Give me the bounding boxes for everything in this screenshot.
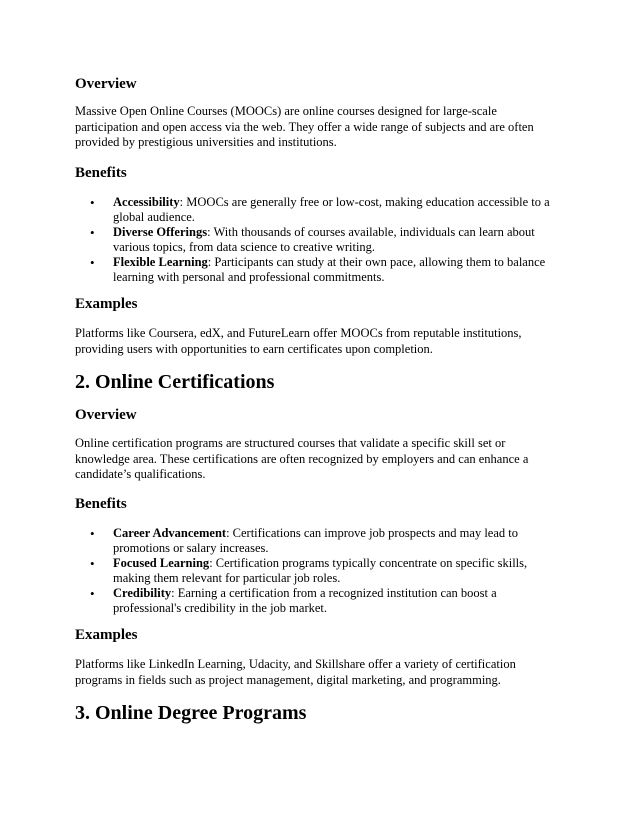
list-item — [75, 255, 555, 285]
cert-examples-text: Platforms like LinkedIn Learning, Udacity, and Skillshare offer a variety of certification programs in fields such as project management, digital marketing, and programming. — [75, 657, 516, 687]
list-item — [75, 526, 555, 556]
list-item — [75, 556, 555, 586]
mooc-overview-heading: Overview — [75, 76, 137, 92]
mooc-examples-heading: Examples — [75, 296, 138, 312]
benefit-text: : Participants can study at their own pace, allowing them to balance learning with personal and professional commitments. — [113, 255, 546, 284]
mooc-benefits-list — [75, 195, 555, 285]
cert-examples-heading: Examples — [75, 627, 138, 643]
mooc-benefits-heading: Benefits — [75, 165, 127, 181]
list-item — [75, 195, 555, 225]
cert-overview-heading: Overview — [75, 407, 137, 423]
benefit-text: : With thousands of courses available, individuals can learn about various topics, from data science to creative writing. — [113, 225, 535, 254]
certifications-section-title: 2. Online Certifications — [75, 371, 275, 393]
benefit-text: : Earning a certification from a recognized institution can boost a professional's credibility in the job market. — [113, 586, 497, 615]
mooc-examples-text: Platforms like Coursera, edX, and FutureLearn offer MOOCs from reputable institutions, providing users with opportunities to earn certificates upon completion. — [75, 326, 522, 356]
mooc-overview-text: Massive Open Online Courses (MOOCs) are online courses designed for large-scale participation and open access via the web. They offer a wide range of subjects and are often provided by prestigious universities and institutions. — [75, 104, 534, 149]
benefit-term: Flexible Learning — [113, 255, 208, 269]
cert-benefits-list — [75, 526, 555, 616]
list-item — [75, 225, 555, 255]
benefit-term: Focused Learning — [113, 556, 210, 570]
degrees-section-title: 3. Online Degree Programs — [75, 702, 307, 724]
benefit-text: : Certification programs typically concentrate on specific skills, making them relevant for particular job roles. — [113, 556, 528, 585]
benefit-text: : MOOCs are generally free or low-cost, making education accessible to a global audience. — [113, 195, 550, 224]
benefit-term: Credibility — [113, 586, 172, 600]
cert-benefits-heading: Benefits — [75, 496, 127, 512]
cert-overview-text: Online certification programs are structured courses that validate a specific skill set or knowledge area. These certifications are often recognized by employers and can enhance a candidate’s qualifications. — [75, 436, 529, 481]
benefit-term: Accessibility — [113, 195, 180, 209]
benefit-text: : Certifications can improve job prospects and may lead to promotions or salary increases. — [113, 526, 518, 555]
benefit-term: Diverse Offerings — [113, 225, 208, 239]
list-item — [75, 586, 555, 616]
benefit-term: Career Advancement — [113, 526, 227, 540]
